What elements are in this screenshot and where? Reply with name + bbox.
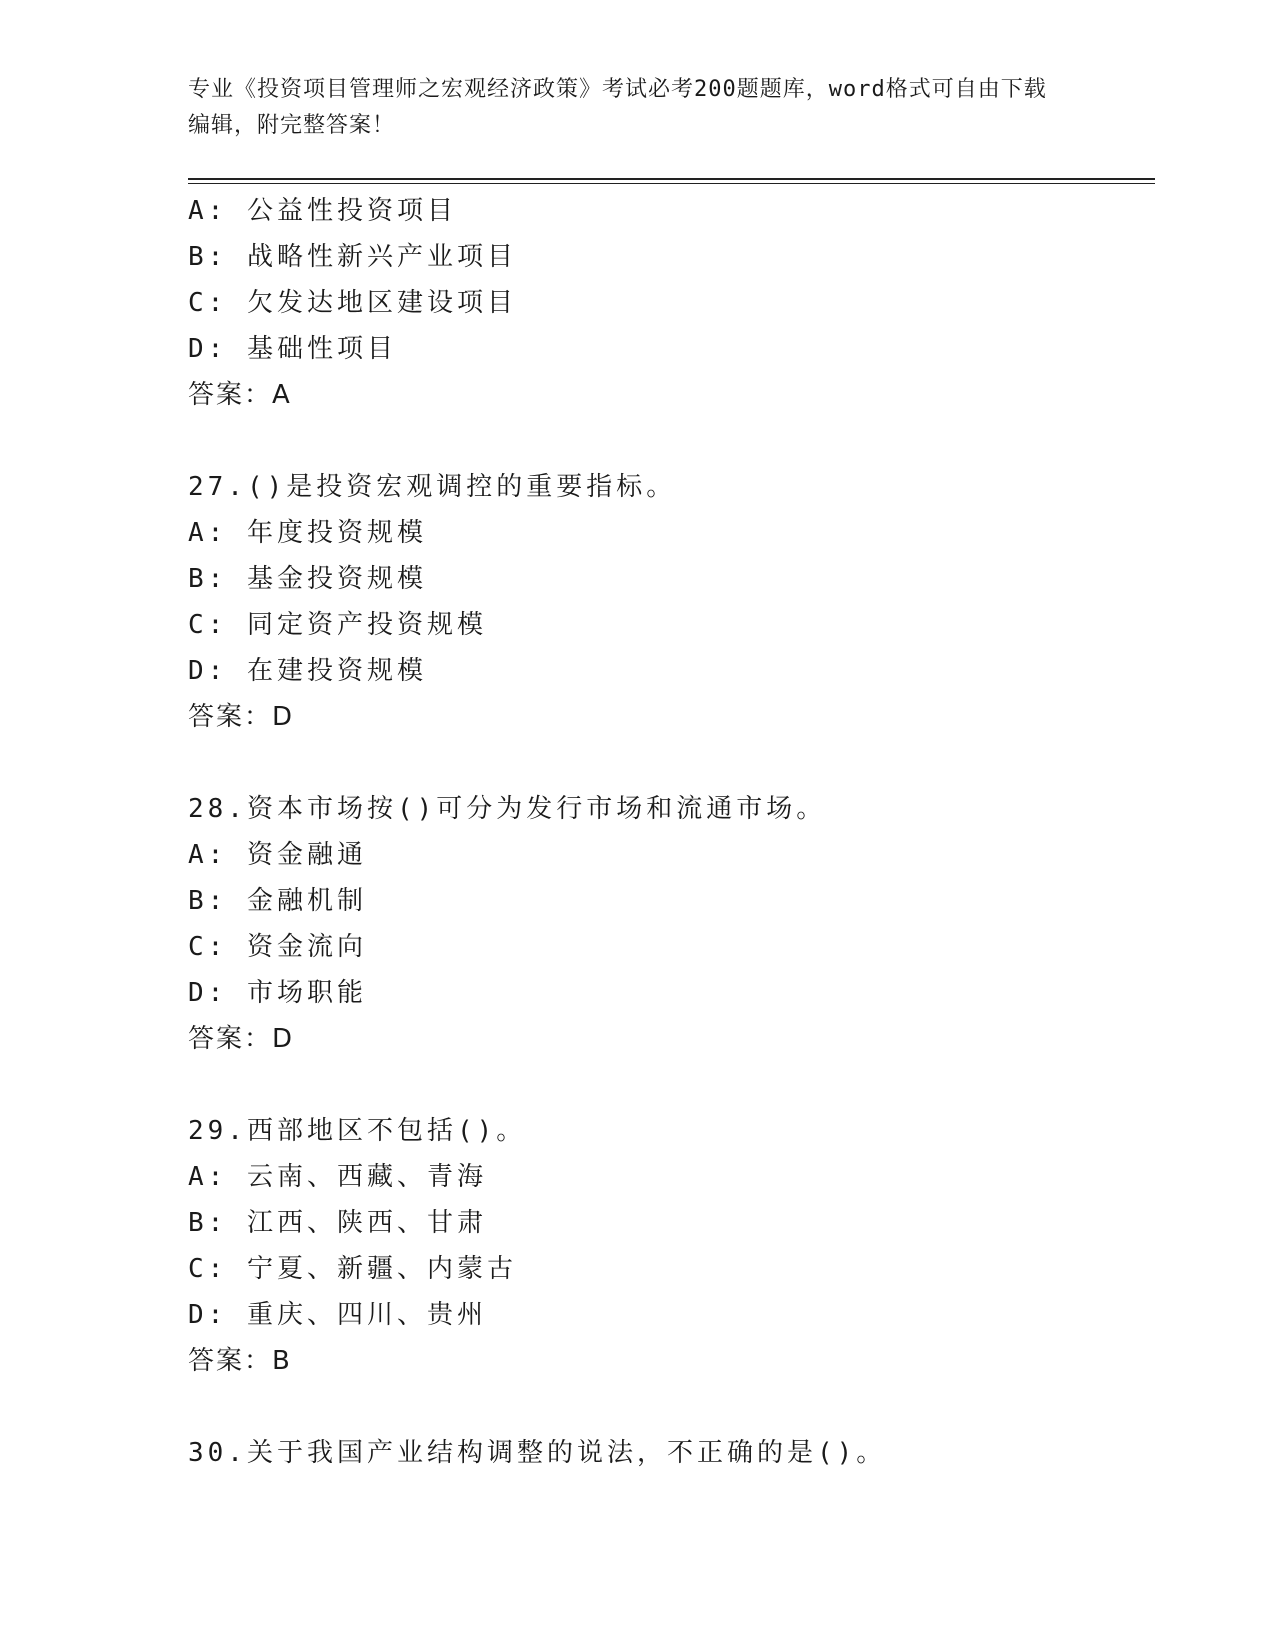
question-stem: 30.关于我国产业结构调整的说法，不正确的是()。 xyxy=(188,1438,887,1468)
option-a: A: 公益性投资项目 xyxy=(188,196,457,226)
option-c: C: 欠发达地区建设项目 xyxy=(188,288,517,318)
option-a: A: 资金融通 xyxy=(188,840,367,870)
question-stem: 29.西部地区不包括()。 xyxy=(188,1116,527,1146)
question-block-30 xyxy=(188,1430,1148,1476)
option-a: A: 年度投资规模 xyxy=(188,518,427,548)
answer-line: 答案：D xyxy=(188,1024,295,1054)
option-a: A: 云南、西藏、青海 xyxy=(188,1162,487,1192)
header-divider-thin xyxy=(188,183,1155,184)
option-c: C: 同定资产投资规模 xyxy=(188,610,487,640)
option-d: D: 在建投资规模 xyxy=(188,656,427,686)
question-stem: 27.()是投资宏观调控的重要指标。 xyxy=(188,472,677,502)
header-divider-thick xyxy=(188,178,1155,180)
question-block-28 xyxy=(188,786,1148,1062)
option-d: D: 基础性项目 xyxy=(188,334,397,364)
option-c: C: 宁夏、新疆、内蒙古 xyxy=(188,1254,517,1284)
option-b: B: 基金投资规模 xyxy=(188,564,427,594)
question-stem: 28.资本市场按()可分为发行市场和流通市场。 xyxy=(188,794,827,824)
option-c: C: 资金流向 xyxy=(188,932,367,962)
option-b: B: 江西、陕西、甘肃 xyxy=(188,1208,487,1238)
option-d: D: 重庆、四川、贵州 xyxy=(188,1300,487,1330)
question-block-26 xyxy=(188,188,1148,418)
question-list xyxy=(188,188,1148,1476)
question-block-27 xyxy=(188,464,1148,740)
document-header: 专业《投资项目管理师之宏观经济政策》考试必考200题题库，word格式可自由下载编辑，附完整答案！ xyxy=(188,77,1047,138)
answer-line: 答案：A xyxy=(188,380,292,410)
option-b: B: 金融机制 xyxy=(188,886,367,916)
option-b: B: 战略性新兴产业项目 xyxy=(188,242,517,272)
answer-line: 答案：D xyxy=(188,702,295,732)
question-block-29 xyxy=(188,1108,1148,1384)
answer-line: 答案：B xyxy=(188,1346,292,1376)
option-d: D: 市场职能 xyxy=(188,978,367,1008)
